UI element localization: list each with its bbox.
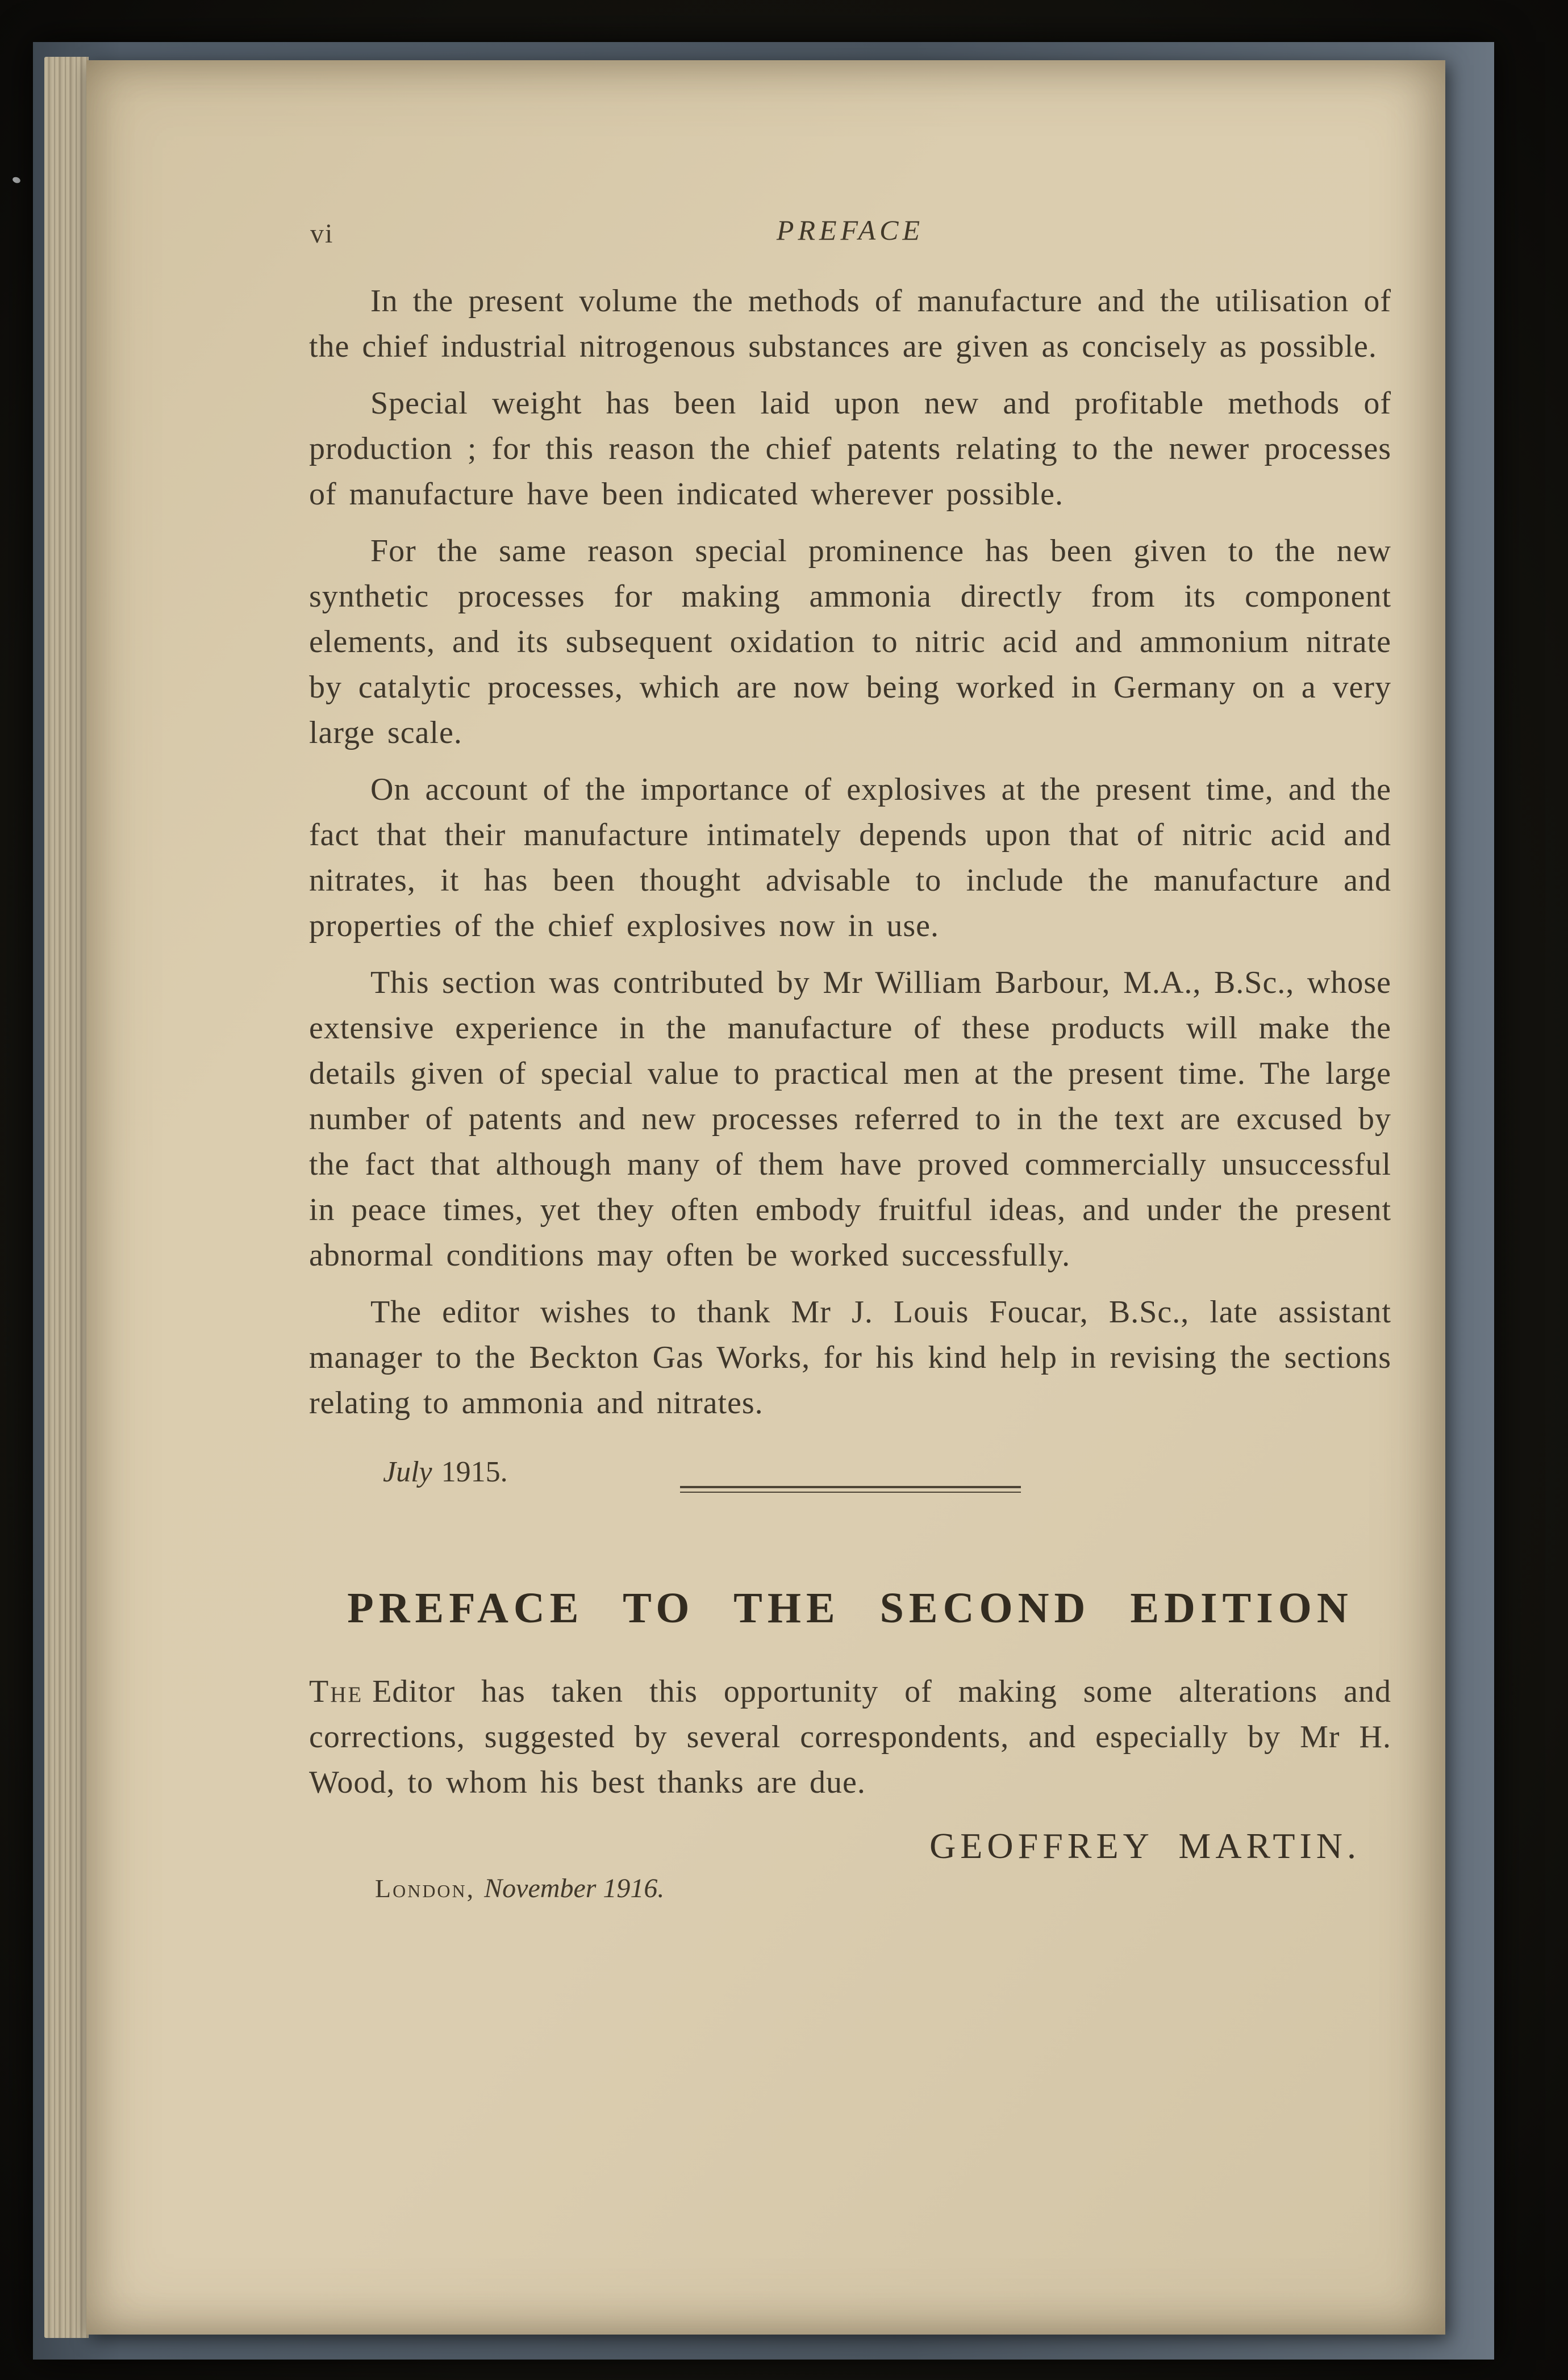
section-divider-rule <box>680 1486 1021 1493</box>
imprint-place: London, <box>375 1874 476 1903</box>
second-edition-paragraph <box>309 1669 1391 1805</box>
dateline-month: July <box>383 1456 432 1488</box>
preface-paragraph-1: In the present volume the methods of manufacture and the utilisation of the chief industrial nitrogenous substances are given as concisely as possible. <box>309 283 1391 364</box>
page-header <box>309 214 1391 249</box>
imprint-date: November 1916. <box>484 1873 665 1903</box>
second-edition-paragraph-text: Editor has taken this opportunity of making some alterations and corrections, suggested by several correspondents, and especially by Mr H. Wood, to whom his best thanks are due. <box>309 1674 1391 1800</box>
second-edition-heading: PREFACE TO THE SECOND EDITION <box>347 1584 1353 1632</box>
book-page <box>86 60 1445 2335</box>
scan-artifact-speck <box>12 176 22 184</box>
preface-paragraph-5: This section was contributed by Mr William Barbour, M.A., B.Sc., whose extensive experience in the manufacture of these products will make the details given of special value to practical men at the present time. The large number of patents and new processes referred to in the text are excused by the fact that although many of them have proved commercially unsuccessful in peace times, yet they often embody fruitful ideas, and under the present abnormal conditions may often be worked successfully. <box>309 965 1391 1273</box>
imprint-line <box>375 1870 1391 1907</box>
book-cover <box>33 42 1494 2360</box>
running-header: PREFACE <box>776 214 924 246</box>
preface-paragraph-2: Special weight has been laid upon new and profitable methods of production ; for this reason the chief patents relating to the newer processes of manufacture have been indicated wherever possible. <box>309 386 1391 512</box>
preface-paragraph-3: For the same reason special prominence has been given to the new synthetic processes for making ammonia directly from its component elements, and its subsequent oxidation to nitric acid and ammonium nitrate by catalytic processes, which are now being worked in Germany on a very large scale. <box>309 533 1391 750</box>
dateline-year: 1915. <box>441 1456 508 1488</box>
preface-paragraph-4: On account of the importance of explosives at the present time, and the fact that their manufacture intimately depends upon that of nitric acid and nitrates, it has been thought advisable to include the manufacture and properties of the chief explosives now in use. <box>309 772 1391 943</box>
preface-paragraph-6: The editor wishes to thank Mr J. Louis Foucar, B.Sc., late assistant manager to the Beckton Gas Works, for his kind help in revising the sections relating to ammonia and nitrates. <box>309 1295 1391 1421</box>
page-number: vi <box>310 219 334 249</box>
editor-signature: GEOFFREY MARTIN. <box>929 1826 1361 1866</box>
second-edition-lead-word: The <box>309 1674 364 1709</box>
page-edges <box>44 57 89 2338</box>
